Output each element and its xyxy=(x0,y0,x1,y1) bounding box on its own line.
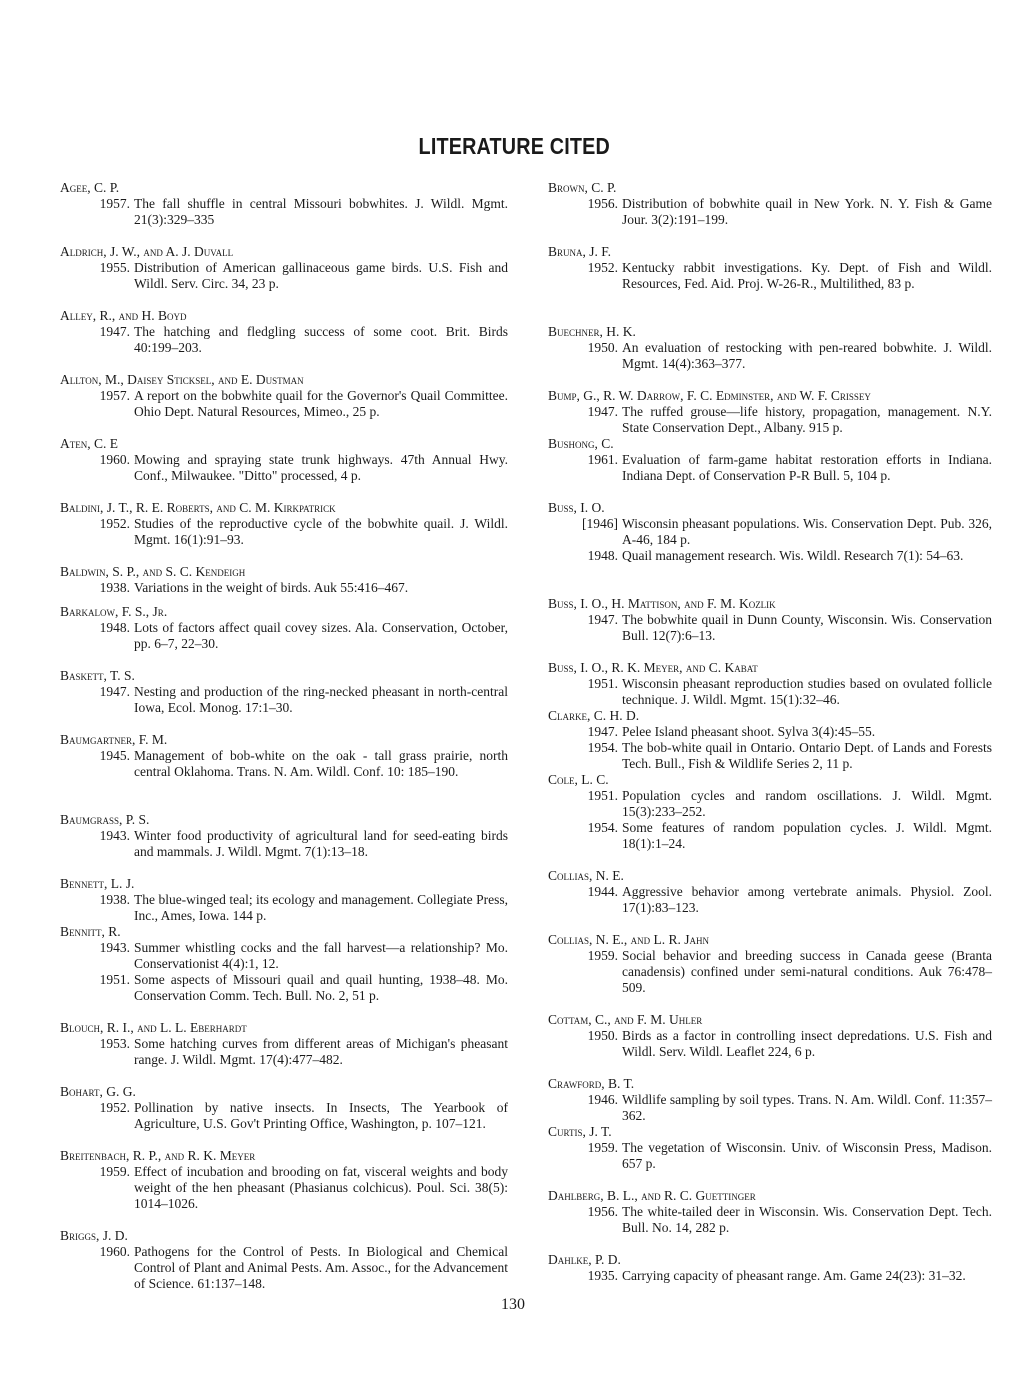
citation-author: Crawford, B. T. xyxy=(548,1076,635,1091)
citation-entry xyxy=(60,372,508,420)
citation-author: Briggs, J. D. xyxy=(60,1228,128,1243)
citation-text: Kentucky rabbit investigations. Ky. Dept. of Fish and Wildl. Resources, Fed. Aid. Proj. W-26-R., Multilithed, 83 p. xyxy=(622,260,992,291)
citation-reference xyxy=(548,1028,992,1060)
citation-reference xyxy=(60,1164,508,1212)
citation-text: Wildlife sampling by soil types. Trans. N. Am. Wildl. Conf. 11:357–362. xyxy=(622,1092,992,1123)
citation-text: Mowing and spraying state trunk highways. 47th Annual Hwy. Conf., Milwaukee. "Ditto" processed, 4 p. xyxy=(134,452,508,483)
citation-text: The blue-winged teal; its ecology and management. Collegiate Press, Inc., Ames, Iowa. 144 p. xyxy=(134,892,508,923)
citation-entry xyxy=(548,1124,992,1172)
citation-entry xyxy=(60,308,508,356)
citation-year: 1944. xyxy=(587,884,618,899)
citation-author: Bennett, L. J. xyxy=(60,876,135,891)
citation-author: Aldrich, J. W., and A. J. Duvall xyxy=(60,244,234,259)
citation-text: The ruffed grouse—life history, propagation, management. N.Y. State Conservation Dept., Albany. 915 p. xyxy=(622,404,992,435)
citation-reference xyxy=(548,820,992,852)
citation-text: An evaluation of restocking with pen-reared bobwhite. J. Wildl. Mgmt. 14(4):363–377. xyxy=(622,340,992,371)
citation-text: Wisconsin pheasant reproduction studies based on ovulated follicle technique. J. Wildl. Mgmt. 15(1):32–46. xyxy=(622,676,992,707)
citation-author: Blouch, R. I., and L. L. Eberhardt xyxy=(60,1020,247,1035)
citation-author: Baskett, T. S. xyxy=(60,668,135,683)
citation-author: Clarke, C. H. D. xyxy=(548,708,640,723)
citation-reference xyxy=(60,196,508,228)
citation-reference xyxy=(548,1268,992,1284)
citation-author: Collias, N. E., and L. R. Jahn xyxy=(548,932,709,947)
citation-text: Lots of factors affect quail covey sizes. Ala. Conservation, October, pp. 6–7, 22–30. xyxy=(134,620,508,651)
citation-year: 1947. xyxy=(99,324,130,339)
citation-year: 1959. xyxy=(587,1140,618,1155)
citation-reference xyxy=(548,196,992,228)
citation-author: Bump, G., R. W. Darrow, F. C. Edminster, and W. F. Crissey xyxy=(548,388,871,403)
citation-year: [1946] xyxy=(582,516,618,531)
citation-year: 1955. xyxy=(99,260,130,275)
citation-entry xyxy=(548,1012,992,1060)
citation-entry xyxy=(548,660,992,708)
citation-year: 1938. xyxy=(99,580,130,595)
citation-author: Agee, C. P. xyxy=(60,180,120,195)
citation-reference xyxy=(548,1140,992,1172)
citation-text: Wisconsin pheasant populations. Wis. Conservation Dept. Pub. 326, A-46, 184 p. xyxy=(622,516,992,547)
citation-reference xyxy=(548,948,992,996)
citation-entry xyxy=(60,1020,508,1068)
citation-entry xyxy=(548,1188,992,1236)
citation-year: 1945. xyxy=(99,748,130,763)
citation-author: Bennitt, R. xyxy=(60,924,121,939)
citation-year: 1935. xyxy=(587,1268,618,1283)
citation-year: 1956. xyxy=(587,1204,618,1219)
citation-entry xyxy=(60,500,508,548)
citation-reference xyxy=(60,388,508,420)
citation-reference xyxy=(60,260,508,292)
citation-reference xyxy=(548,260,992,292)
citation-text: Some features of random population cycles. J. Wildl. Mgmt. 18(1):1–24. xyxy=(622,820,992,851)
citation-text: Aggressive behavior among vertebrate animals. Physiol. Zool. 17(1):83–123. xyxy=(622,884,992,915)
citation-year: 1943. xyxy=(99,828,130,843)
citation-author: Bohart, G. G. xyxy=(60,1084,136,1099)
citation-reference xyxy=(60,748,508,780)
citation-author: Dahlberg, B. L., and R. C. Guettinger xyxy=(548,1188,756,1203)
citation-author: Baumgrass, P. S. xyxy=(60,812,150,827)
citation-entry xyxy=(548,932,992,996)
citation-reference xyxy=(60,324,508,356)
citation-entry xyxy=(60,732,508,780)
citation-author: Dahlke, P. D. xyxy=(548,1252,621,1267)
citation-author: Curtis, J. T. xyxy=(548,1124,612,1139)
citation-author: Baldini, J. T., R. E. Roberts, and C. M. Kirkpatrick xyxy=(60,500,336,515)
citation-text: Nesting and production of the ring-necked pheasant in north-central Iowa, Ecol. Monog. 17:1–30. xyxy=(134,684,508,715)
citation-text: The vegetation of Wisconsin. Univ. of Wisconsin Press, Madison. 657 p. xyxy=(622,1140,992,1171)
citation-text: The hatching and fledgling success of some coot. Brit. Birds 40:199–203. xyxy=(134,324,508,355)
citation-year: 1951. xyxy=(587,676,618,691)
citation-author: Allton, M., Daisey Sticksel, and E. Dustman xyxy=(60,372,304,387)
citation-year: 1947. xyxy=(99,684,130,699)
citation-text: Some aspects of Missouri quail and quail hunting, 1938–48. Mo. Conservation Comm. Tech. Bull. No. 2, 51 p. xyxy=(134,972,508,1003)
citation-year: 1952. xyxy=(587,260,618,275)
citation-text: Evaluation of farm-game habitat restoration efforts in Indiana. Indiana Dept. of Conservation P-R Bull. 5, 104 p. xyxy=(622,452,992,483)
citation-text: Summer whistling cocks and the fall harvest—a relationship? Mo. Conservationist 4(4):1, 12. xyxy=(134,940,508,971)
citation-entry xyxy=(60,604,508,652)
citation-reference xyxy=(60,684,508,716)
citation-year: 1954. xyxy=(587,820,618,835)
citation-year: 1951. xyxy=(587,788,618,803)
citation-entry xyxy=(60,1148,508,1212)
citation-reference xyxy=(60,940,508,972)
citation-year: 1957. xyxy=(99,196,130,211)
citation-year: 1948. xyxy=(99,620,130,635)
citation-text: Pollination by native insects. In Insects, The Yearbook of Agriculture, U.S. Gov't Printing Office, Washington, p. 107–121. xyxy=(134,1100,508,1131)
citation-text: Variations in the weight of birds. Auk 55:416–467. xyxy=(134,580,409,595)
citation-author: Cottam, C., and F. M. Uhler xyxy=(548,1012,703,1027)
citation-entry xyxy=(60,244,508,292)
citation-author: Barkalow, F. S., Jr. xyxy=(60,604,168,619)
citation-year: 1943. xyxy=(99,940,130,955)
citation-entry xyxy=(60,564,508,596)
citation-entry xyxy=(548,244,992,292)
citation-reference xyxy=(548,740,992,772)
citation-reference xyxy=(60,972,508,1004)
citation-author: Buss, I. O., R. K. Meyer, and C. Kabat xyxy=(548,660,758,675)
citation-entry xyxy=(60,1228,508,1292)
citation-reference xyxy=(60,1244,508,1292)
citation-author: Collias, N. E. xyxy=(548,868,624,883)
citation-year: 1959. xyxy=(587,948,618,963)
citation-year: 1952. xyxy=(99,516,130,531)
citation-year: 1950. xyxy=(587,340,618,355)
citation-entry xyxy=(60,812,508,860)
citation-year: 1959. xyxy=(99,1164,130,1179)
citation-author: Bushong, C. xyxy=(548,436,614,451)
citation-year: 1947. xyxy=(587,612,618,627)
citation-year: 1950. xyxy=(587,1028,618,1043)
citation-text: Social behavior and breeding success in Canada geese (Branta canadensis) confined under semi-natural conditions. Auk 76:478–509. xyxy=(622,948,992,995)
citation-year: 1946. xyxy=(587,1092,618,1107)
citation-author: Brown, C. P. xyxy=(548,180,617,195)
citation-reference xyxy=(548,676,992,708)
citation-reference xyxy=(548,884,992,916)
citation-reference xyxy=(60,1036,508,1068)
citation-reference xyxy=(548,516,992,548)
citation-author: Buss, I. O., H. Mattison, and F. M. Kozlik xyxy=(548,596,776,611)
citation-entry xyxy=(548,436,992,484)
citation-reference xyxy=(548,404,992,436)
citation-author: Cole, L. C. xyxy=(548,772,609,787)
citation-text: Distribution of bobwhite quail in New York. N. Y. Fish & Game Jour. 3(2):191–199. xyxy=(622,196,992,227)
citation-author: Baumgartner, F. M. xyxy=(60,732,168,747)
citation-reference xyxy=(60,892,508,924)
citation-author: Buss, I. O. xyxy=(548,500,605,515)
citation-author: Breitenbach, R. P., and R. K. Meyer xyxy=(60,1148,256,1163)
citation-entry xyxy=(548,500,992,564)
citation-entry xyxy=(548,1076,992,1124)
citation-year: 1954. xyxy=(587,740,618,755)
citation-year: 1938. xyxy=(99,892,130,907)
citation-entry xyxy=(548,1252,992,1284)
citation-entry xyxy=(548,772,992,852)
citation-reference xyxy=(60,1100,508,1132)
citation-entry xyxy=(60,876,508,924)
citation-text: Quail management research. Wis. Wildl. Research 7(1): 54–63. xyxy=(622,548,964,563)
citation-entry xyxy=(60,436,508,484)
citation-text: Pelee Island pheasant shoot. Sylva 3(4):45–55. xyxy=(622,724,876,739)
citation-text: The bobwhite quail in Dunn County, Wisconsin. Wis. Conservation Bull. 12(7):6–13. xyxy=(622,612,992,643)
citation-entry xyxy=(60,668,508,716)
citation-text: The bob-white quail in Ontario. Ontario Dept. of Lands and Forests Tech. Bull., Fish & Wildlife Series 2, 11 p. xyxy=(622,740,992,771)
citation-reference xyxy=(548,788,992,820)
citation-author: Alley, R., and H. Boyd xyxy=(60,308,187,323)
citation-year: 1961. xyxy=(587,452,618,467)
citation-year: 1951. xyxy=(99,972,130,987)
citation-reference xyxy=(548,612,992,644)
citation-reference xyxy=(60,620,508,652)
citation-author: Bruna, J. F. xyxy=(548,244,612,259)
citation-entry xyxy=(60,180,508,228)
citation-text: The white-tailed deer in Wisconsin. Wis. Conservation Dept. Tech. Bull. No. 14, 282 p. xyxy=(622,1204,992,1235)
citation-text: Management of bob-white on the oak - tall grass prairie, north central Oklahoma. Trans. N. Am. Wildl. Conf. 10: 185–190. xyxy=(134,748,508,779)
citation-reference xyxy=(548,452,992,484)
citation-text: Population cycles and random oscillations. J. Wildl. Mgmt. 15(3):233–252. xyxy=(622,788,992,819)
citation-entry xyxy=(548,596,992,644)
citation-text: Effect of incubation and brooding on fat, visceral weights and body weight of the hen pheasant (Phasianus colchicus). Poul. Sci. 38(5): 1014–1026. xyxy=(134,1164,508,1211)
citation-text: A report on the bobwhite quail for the Governor's Quail Committee. Ohio Dept. Natural Resources, Mimeo., 25 p. xyxy=(134,388,508,419)
citation-text: The fall shuffle in central Missouri bobwhites. J. Wildl. Mgmt. 21(3):329–335 xyxy=(134,196,508,227)
citation-reference xyxy=(60,452,508,484)
citation-entry xyxy=(548,388,992,436)
citation-entry xyxy=(548,180,992,228)
citation-entry xyxy=(60,924,508,1004)
citation-entry xyxy=(548,708,992,772)
citation-reference xyxy=(548,1092,992,1124)
citation-author: Aten, C. E xyxy=(60,436,118,451)
citation-author: Baldwin, S. P., and S. C. Kendeigh xyxy=(60,564,246,579)
citation-entry xyxy=(548,868,992,916)
citation-author: Buechner, H. K. xyxy=(548,324,636,339)
citation-year: 1960. xyxy=(99,1244,130,1259)
citation-year: 1952. xyxy=(99,1100,130,1115)
citation-text: Winter food productivity of agricultural land for seed-eating birds and mammals. J. Wildl. Mgmt. 7(1):13–18. xyxy=(134,828,508,859)
citation-text: Distribution of American gallinaceous game birds. U.S. Fish and Wildl. Serv. Circ. 34, 23 p. xyxy=(134,260,508,291)
citation-reference xyxy=(60,580,508,596)
citation-year: 1947. xyxy=(587,724,618,739)
citation-reference xyxy=(548,724,992,740)
citation-text: Some hatching curves from different areas of Michigan's pheasant range. J. Wildl. Mgmt. 17(4):477–482. xyxy=(134,1036,508,1067)
citation-year: 1953. xyxy=(99,1036,130,1051)
citation-reference xyxy=(60,828,508,860)
citation-year: 1948. xyxy=(587,548,618,563)
page-number: 130 xyxy=(501,1296,525,1313)
citation-year: 1960. xyxy=(99,452,130,467)
citation-year: 1957. xyxy=(99,388,130,403)
citation-year: 1947. xyxy=(587,404,618,419)
citation-text: Studies of the reproductive cycle of the bobwhite quail. J. Wildl. Mgmt. 16(1):91–93. xyxy=(134,516,508,547)
page-title: LITERATURE CITED xyxy=(418,133,610,159)
citation-text: Pathogens for the Control of Pests. In Biological and Chemical Control of Plant and Animal Pests. Am. Assoc., for the Advancement of Science. 61:137–148. xyxy=(134,1244,508,1291)
citation-text: Birds as a factor in controlling insect depredations. U.S. Fish and Wildl. Serv. Wildl. Leaflet 224, 6 p. xyxy=(622,1028,992,1059)
citation-year: 1956. xyxy=(587,196,618,211)
citation-reference xyxy=(548,1204,992,1236)
citation-entry xyxy=(60,1084,508,1132)
citation-entry xyxy=(548,324,992,372)
citation-reference xyxy=(548,340,992,372)
citation-reference xyxy=(60,516,508,548)
citation-text: Carrying capacity of pheasant range. Am. Game 24(23): 31–32. xyxy=(622,1268,966,1283)
citation-reference xyxy=(548,548,992,564)
